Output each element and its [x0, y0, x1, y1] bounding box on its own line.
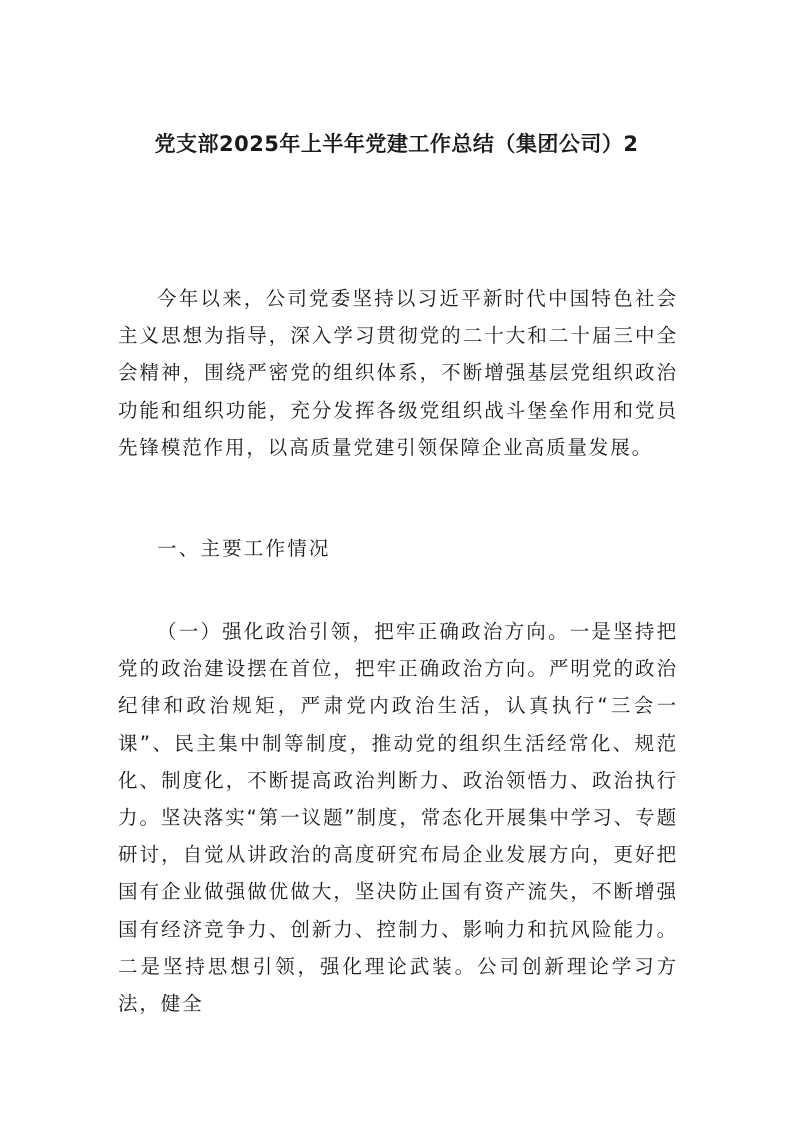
intro-paragraph: 今年以来，公司党委坚持以习近平新时代中国特色社会主义思想为指导，深入学习贯彻党的二十大和二十届三中全会精神，围绕严密党的组织体系，不断增强基层党组织政治功能和组织功能，充分发挥各级党组织战斗堡垒作用和党员先锋模范作用，以高质量党建引领保障企业高质量发展。: [118, 287, 678, 459]
section-heading: 一、主要工作情况: [157, 537, 331, 560]
document-title: 党支部2025年上半年党建工作总结（集团公司）2: [154, 132, 639, 156]
section-1-paragraph: （一）强化政治引领，把牢正确政治方向。一是坚持把党的政治建设摆在首位，把牢正确政治方向。严明党的政治纪律和政治规矩，严肃党内政治生活，认真执行“三会一课”、民主集中制等制度，推动党的组织生活经常化、规范化、制度化，不断提高政治判断力、政治领悟力、政治执行力。坚决落实“第一议题”制度，常态化开展集中学习、专题研讨，自觉从讲政治的高度研究布局企业发展方向，更好把国有企业做强做优做大，坚决防止国有资产流失，不断增强国有经济竞争力、创新力、控制力、影响力和抗风险能力。二是坚持思想引领，强化理论武装。公司创新理论学习方法，健全: [118, 620, 678, 1016]
